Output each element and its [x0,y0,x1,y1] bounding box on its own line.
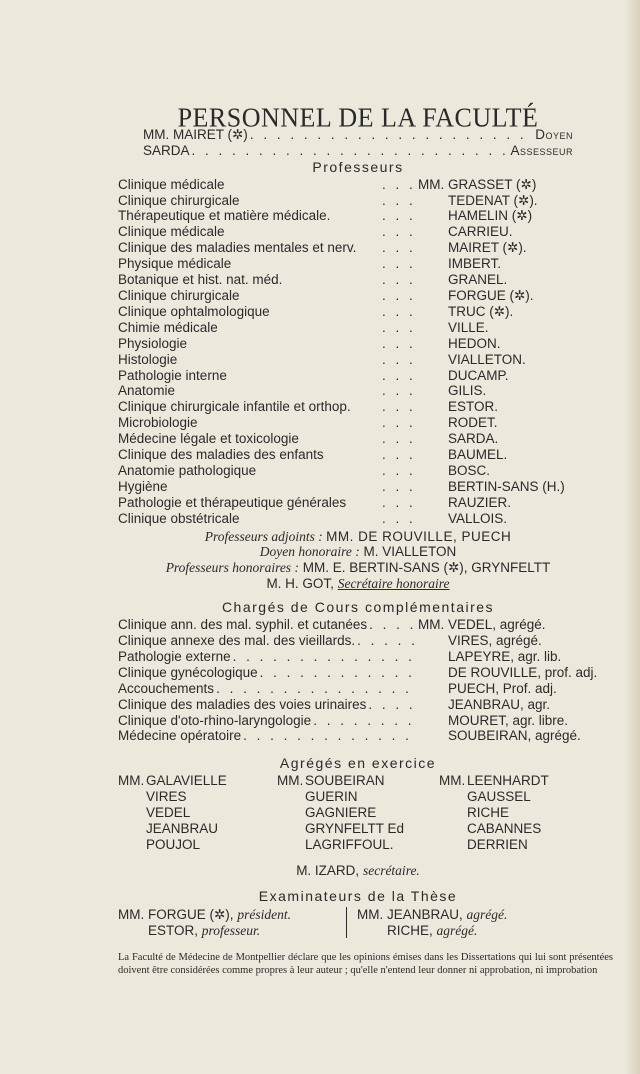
charge-mm: MM. [418,617,445,633]
agrege-row [118,789,277,805]
leader-dots [382,193,416,209]
agrege-name: GUERIN [305,789,358,805]
examinateur-row [357,923,507,939]
professeur-row [118,224,598,240]
leader-dots [382,272,416,288]
officer-role: Doyen [535,126,573,142]
agrege-name: RICHE [466,805,509,821]
leader-dots [382,479,416,495]
professeur-name: DUCAMP. [448,367,509,383]
doyen-honoraire-label: Doyen honoraire : [259,544,360,560]
agrege-row [439,805,598,821]
honoraires-names: MM. E. BERTIN-SANS (✲), GRYNFELTT [302,560,551,576]
leader-dots [382,320,416,336]
agrege-row [277,773,439,789]
officer-row [143,143,573,159]
leader-dots [216,681,416,697]
adjoints-line [118,529,598,545]
officer-name: MM. MAIRET (✲) [143,126,248,142]
charges-heading [118,600,598,616]
agreges-secretaire-name: M. IZARD, [296,862,360,878]
agrege-row [118,837,277,853]
agrege-row [439,837,598,853]
charge-row [118,665,598,681]
examinateurs-heading-text: Examinateurs de la Thèse [258,887,458,904]
leader-dots [357,633,416,649]
examinateurs-block [118,907,598,939]
leader-dots [382,383,416,399]
leader-dots [243,728,416,744]
examinateur-row [357,907,507,923]
charge-course: Clinique gynécologique [118,664,258,680]
leader-dots [382,368,416,384]
doyen-honoraire-name: M. VIALLETON [363,544,457,560]
examinateurs-left [118,907,347,939]
agrege-name: SOUBEIRAN [305,773,385,789]
charge-name: DE ROUVILLE, prof. adj. [448,664,598,680]
professeur-row [118,479,598,495]
agrege-row [118,821,277,837]
examinateur-role: agrégé. [436,922,478,938]
professeur-row [118,272,598,288]
agrege-name: LEENHARDT [466,773,549,789]
professeur-chair: Histologie [118,351,178,367]
professeur-name: MAIRET (✲). [448,240,527,256]
leader-dots [382,224,416,240]
professeur-chair: Clinique ophtalmologique [118,303,270,319]
charge-row [118,728,598,744]
professeur-name: CARRIEU. [448,224,513,240]
professeur-mm: MM. [418,176,445,192]
professeur-chair: Clinique médicale [118,176,225,192]
officer-name: SARDA [143,142,190,158]
charge-row [118,713,598,729]
professeur-chair: Thérapeutique et matière médicale. [118,208,331,224]
professeur-chair: Pathologie interne [118,367,227,383]
agrege-row [277,821,439,837]
professeur-row [118,352,598,368]
professeur-name: SARDA. [448,431,499,447]
agreges-heading-text: Agrégés en exercice [279,755,437,772]
charge-name: LAPEYRE, agr. lib. [448,648,562,664]
adjoints-label: Professeurs adjoints : [204,528,323,544]
professeur-name: VILLE. [448,319,489,335]
leader-dots [369,617,416,633]
professeur-row [118,208,598,224]
officer-role: Assesseur [510,142,573,158]
professeur-chair: Hygiène [118,478,168,494]
professeur-row [118,431,598,447]
leader-dots [382,463,416,479]
professeur-row [118,463,598,479]
agrege-row [277,837,439,853]
agreges-secretaire-line [118,863,598,879]
agrege-mm: MM. [118,773,145,789]
professeur-name: VALLOIS. [448,510,508,526]
agrege-row [118,805,277,821]
professeur-row [118,383,598,399]
professeur-row [118,447,598,463]
charge-name: VEDEL, agrégé. [448,617,546,633]
professeur-row [118,415,598,431]
leader-dots [382,495,416,511]
professeur-row [118,336,598,352]
page-title: PERSONNEL DE LA FACULTÉ [177,102,539,133]
professeur-name: TRUC (✲). [448,303,514,319]
disclaimer-note: La Faculté de Médecine de Montpellier déclare que les opinions émises dans les Dissertations qui lui sont présentées doivent être considérées comme propres à leur auteur ; qu'elle n'entend leur donner ni approbation, ni improbation [118,952,613,976]
charge-course: Clinique annexe des mal. des vieillards. [118,633,356,648]
agrege-name: CABANNES [466,820,542,836]
professeur-chair: Médecine légale et toxicologie [118,431,299,447]
professeur-name: RAUZIER. [448,494,512,510]
charge-course: Clinique des maladies des voies urinaires [118,696,367,712]
charge-course: Médecine opératoire [118,728,242,744]
charge-name: MOURET, agr. libre. [448,712,569,728]
charge-name: VIRES, agrégé. [448,633,542,648]
professeur-row [118,495,598,511]
professeur-name: GILIS. [448,383,487,399]
examinateurs-right [347,907,507,939]
professeurs-heading-text: Professeurs [312,158,404,175]
leader-dots [382,208,416,224]
charge-name: JEANBRAU, agr. [448,696,551,712]
professeur-name: TEDENAT (✲). [448,192,538,208]
professeur-name: VIALLETON. [448,351,526,367]
agrege-row [118,773,277,789]
charge-name: PUECH, Prof. adj. [448,680,557,696]
agrege-name: GALAVIELLE [146,773,227,789]
agrege-row [439,773,598,789]
professeurs-heading [118,160,598,176]
professeur-name: BERTIN-SANS (H.) [448,478,565,494]
agrege-name: VEDEL [146,805,191,821]
leader-dots [382,336,416,352]
leader-dots [192,143,509,159]
agrege-row [439,789,598,805]
professeur-row [118,320,598,336]
professeur-name: HAMELIN (✲) [448,208,533,224]
charge-row [118,681,598,697]
charge-row [118,697,598,713]
agrege-row [277,789,439,805]
professeur-row [118,288,598,304]
leader-dots [382,511,416,527]
professeur-chair: Pathologie et thérapeutique générales [118,494,347,510]
charge-course: Accouchements [118,680,215,696]
examinateur-role: professeur. [201,922,261,938]
professeur-chair: Clinique des maladies des enfants [118,447,324,463]
professeur-name: GRASSET (✲) [448,176,537,192]
examinateurs-heading [118,889,598,905]
agreges-secretaire-label: secrétaire. [362,862,420,878]
agrege-mm: MM. [438,773,466,789]
leader-dots [382,240,416,256]
examinateur-role: président. [237,906,291,922]
agreges-column [439,773,598,853]
leader-dots [382,288,416,304]
agreges-column [118,773,277,853]
examinateur-name: RICHE, [387,922,433,938]
examinateur-row [118,923,338,939]
secretaire-label: Secrétaire honoraire [337,576,450,592]
secretaire-name: M. H. GOT, [266,576,334,592]
agreges-column [277,773,439,853]
agrege-name: JEANBRAU [146,820,219,836]
charge-name: SOUBEIRAN, agrégé. [448,728,581,744]
honoraires-line [118,560,598,576]
agrege-row [439,821,598,837]
professeur-name: ESTOR. [448,399,499,415]
charge-course: Clinique d'oto-rhino-laryngologie [118,712,312,728]
charge-course: Clinique ann. des mal. syphil. et cutanées [118,617,368,633]
leader-dots [313,713,416,729]
professeur-name: IMBERT. [448,256,502,272]
professeur-chair: Clinique obstétricale [118,510,240,526]
professeur-chair: Microbiologie [118,415,198,431]
professeur-chair: Clinique des maladies mentales et nerv. [118,240,357,256]
examinateur-role: agrégé. [466,906,508,922]
leader-dots [382,304,416,320]
leader-dots [368,697,416,713]
charge-row [118,617,598,633]
leader-dots [382,447,416,463]
professeur-chair: Physiologie [118,335,188,351]
agreges-columns [118,773,598,853]
professeur-chair: Anatomie pathologique [118,462,257,478]
secretaire-line [118,576,598,592]
leader-dots [382,352,416,368]
professeur-row [118,304,598,320]
agreges-heading [118,756,598,772]
professeur-chair: Clinique chirurgicale [118,192,240,208]
professeur-chair: Anatomie [118,383,176,399]
adjoints-names: MM. DE ROUVILLE, PUECH [326,528,512,544]
professeur-row [118,240,598,256]
professeur-name: RODET. [448,415,498,431]
leader-dots [382,399,416,415]
leader-dots [233,649,416,665]
professeur-row [118,368,598,384]
examinateur-row [118,907,338,923]
professeur-row [118,193,598,209]
agrege-row [277,805,439,821]
agrege-name: VIRES [146,789,187,805]
professeur-chair: Clinique chirurgicale infantile et orthop. [118,399,351,415]
professeur-name: BAUMEL. [448,447,508,463]
professeur-chair: Botanique et hist. nat. méd. [118,272,283,288]
charges-list [118,617,598,744]
agrege-name: LAGRIFFOUL. [305,836,394,852]
professeur-chair: Clinique médicale [118,224,225,240]
examinateur-name: MM. JEANBRAU, [357,906,463,922]
faculty-personnel-page [118,102,613,977]
professeur-name: FORGUE (✲). [448,287,534,303]
charges-heading-text: Chargés de Cours complémentaires [221,599,495,616]
honoraires-label: Professeurs honoraires : [165,560,299,576]
professeur-chair: Chimie médicale [118,319,218,335]
agrege-name: POUJOL [146,836,201,852]
charge-row [118,649,598,665]
leader-dots [382,415,416,431]
charge-course: Pathologie externe [118,648,231,664]
professeur-row [118,399,598,415]
agrege-name: GAUSSEL [466,789,531,805]
professeur-name: GRANEL. [448,272,508,288]
examinateur-name: ESTOR, [148,922,199,938]
agrege-name: GAGNIERE [305,805,377,821]
professeur-name: HEDON. [448,335,501,351]
agrege-name: DERRIEN [466,836,528,852]
professeur-chair: Physique médicale [118,256,232,272]
leader-dots [382,256,416,272]
professeur-row [118,511,598,527]
leader-dots [260,665,416,681]
professeur-row [118,177,598,193]
professeur-name: BOSC. [448,462,491,478]
doyen-honoraire-line [118,544,598,560]
professeur-chair: Clinique chirurgicale [118,287,240,303]
professeur-row [118,256,598,272]
professeurs-list [118,177,598,527]
agrege-mm: MM. [277,773,304,789]
charge-row [118,633,598,649]
examinateur-name: MM. FORGUE (✲), [118,906,234,922]
leader-dots [382,431,416,447]
agrege-name: GRYNFELTT Ed [305,820,405,836]
page-edge-shadow [626,0,640,1074]
leader-dots [382,177,416,193]
